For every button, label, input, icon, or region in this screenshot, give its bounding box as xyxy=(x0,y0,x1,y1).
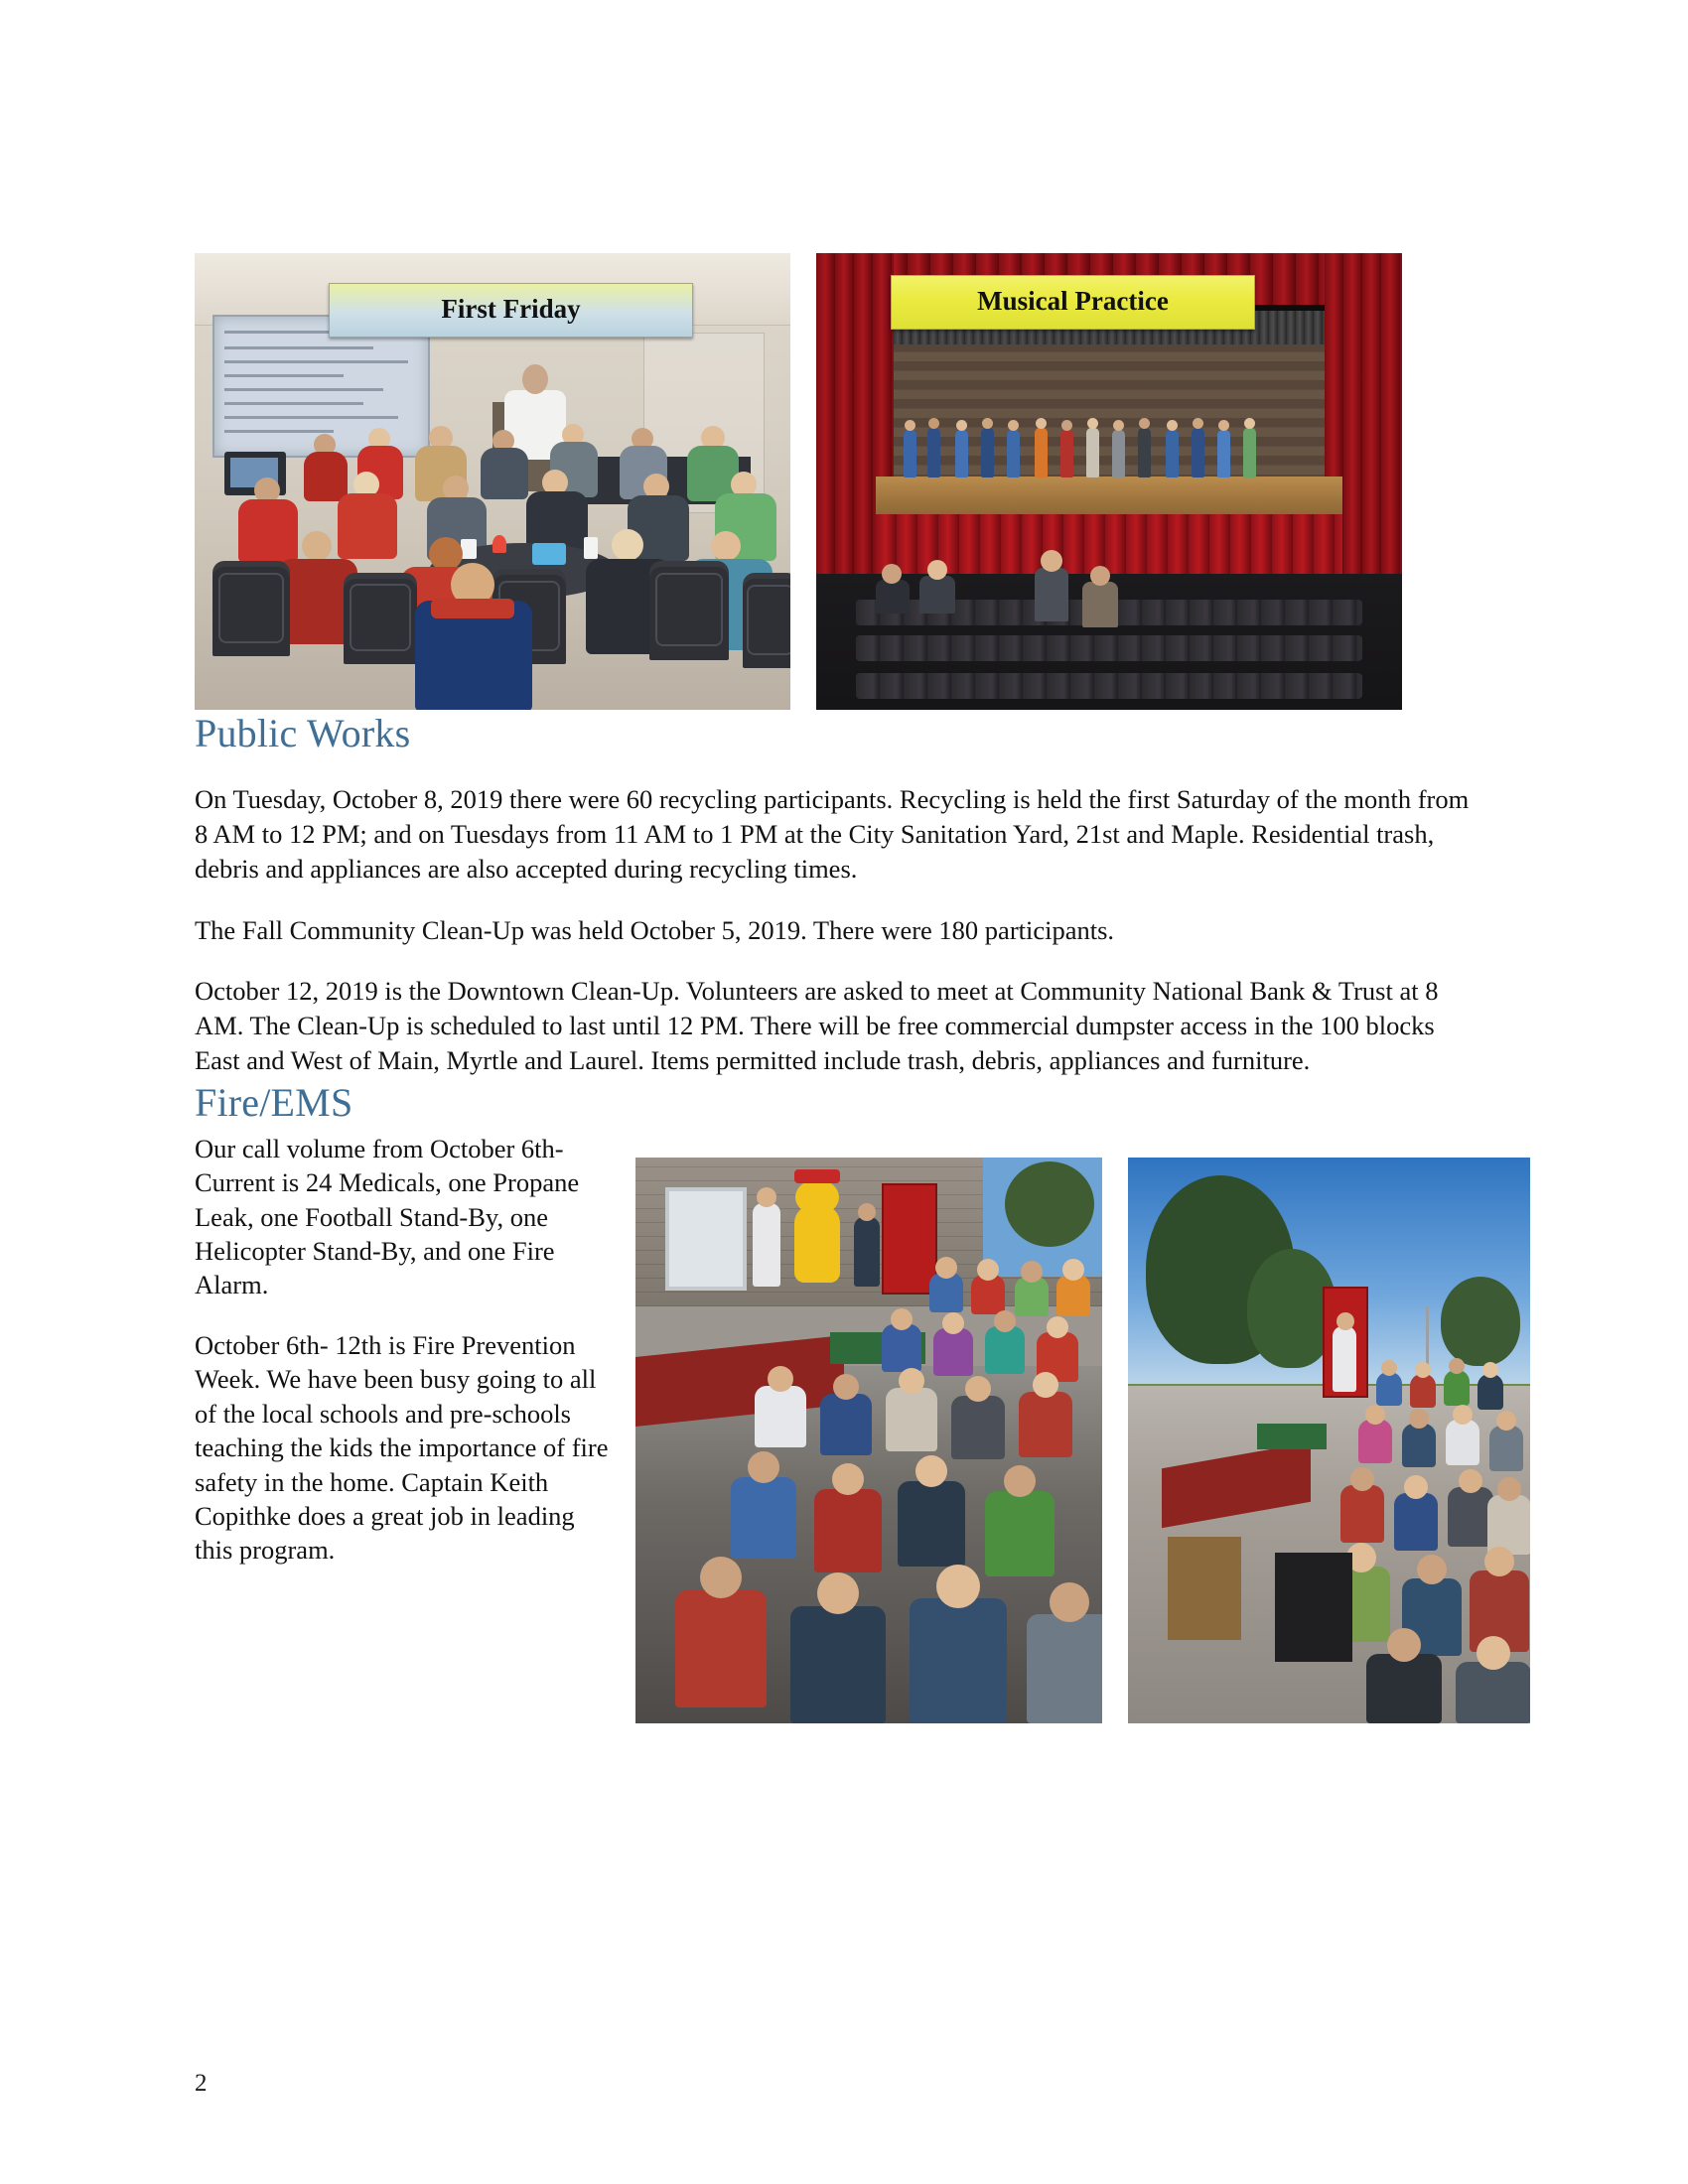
fire-ems-paragraph-2: October 6th- 12th is Fire Prevention Week. We have been busy going to all of the local schools and pre-schools teaching the kids the importance of fire safety in the home. Captain Keith Copithke does a great job in leading this program. xyxy=(195,1329,609,1566)
photo-first-friday xyxy=(195,253,790,710)
fire-safety-banner xyxy=(882,1183,937,1295)
photo-fire-assembly xyxy=(635,1158,1102,1723)
photo-musical-practice xyxy=(816,253,1402,710)
page-content xyxy=(195,253,1476,1723)
green-mat xyxy=(1257,1424,1327,1449)
stage-floor xyxy=(876,477,1342,516)
photo-fire-outdoor xyxy=(1128,1158,1530,1723)
mascot-head xyxy=(795,1179,839,1215)
page-number: 2 xyxy=(195,2070,208,2097)
folding-chair-wood xyxy=(1168,1537,1241,1640)
adult-head xyxy=(757,1187,776,1207)
presenter-head xyxy=(1336,1312,1354,1330)
fire-ems-photo-group xyxy=(635,1158,1530,1723)
auditorium-seating xyxy=(816,574,1402,710)
top-photo-row xyxy=(195,253,1476,710)
audience-crowd xyxy=(195,412,790,710)
caption-musical-practice: Musical Practice xyxy=(891,275,1255,330)
tree xyxy=(1005,1161,1094,1247)
public-works-paragraph-3: October 12, 2019 is the Downtown Clean-Up. Volunteers are asked to meet at Community National Bank & Trust at 8 AM. The Clean-Up is scheduled to last until 12 PM. There will be free commercial dumpster access in the 100 blocks East and West of Main, Myrtle and Laurel. Items permitted include trash, debris, appliances and furniture. xyxy=(195,975,1439,1076)
adult-2 xyxy=(854,1217,880,1287)
adult-presenter xyxy=(753,1203,780,1287)
adult-2-head xyxy=(858,1203,876,1221)
caption-first-friday: First Friday xyxy=(329,283,693,338)
mascot-hat xyxy=(794,1169,840,1183)
public-works-paragraph-1: On Tuesday, October 8, 2019 there were 60 recycling participants. Recycling is held the first Saturday of the month from 8 AM to 12 PM; and on Tuesdays from 11 AM to 1 PM at the City Sanitation Yard, 21st and Maple. Residential trash, debris and appliances are also accepted during recycling times. xyxy=(195,784,1470,885)
section-heading-fire-ems: Fire/EMS xyxy=(195,1079,353,1125)
display-board xyxy=(665,1187,747,1291)
fire-dog-mascot xyxy=(794,1205,840,1283)
tree-right xyxy=(1441,1277,1520,1366)
fire-ems-text-column xyxy=(195,1132,610,1568)
section-heading-public-works: Public Works xyxy=(195,711,411,755)
speaker-head xyxy=(522,364,548,394)
presenter xyxy=(1333,1326,1356,1392)
folding-chair-black xyxy=(1275,1553,1352,1662)
fire-ems-paragraph-1: Our call volume from October 6th- Current is 24 Medicals, one Propane Leak, one Football Stand-By, one Helicopter Stand-By, and one Fire Alarm. xyxy=(195,1133,580,1300)
fire-ems-content xyxy=(195,1132,1476,1723)
public-works-paragraph-2: The Fall Community Clean-Up was held October 5, 2019. There were 180 participants. xyxy=(195,914,1115,945)
